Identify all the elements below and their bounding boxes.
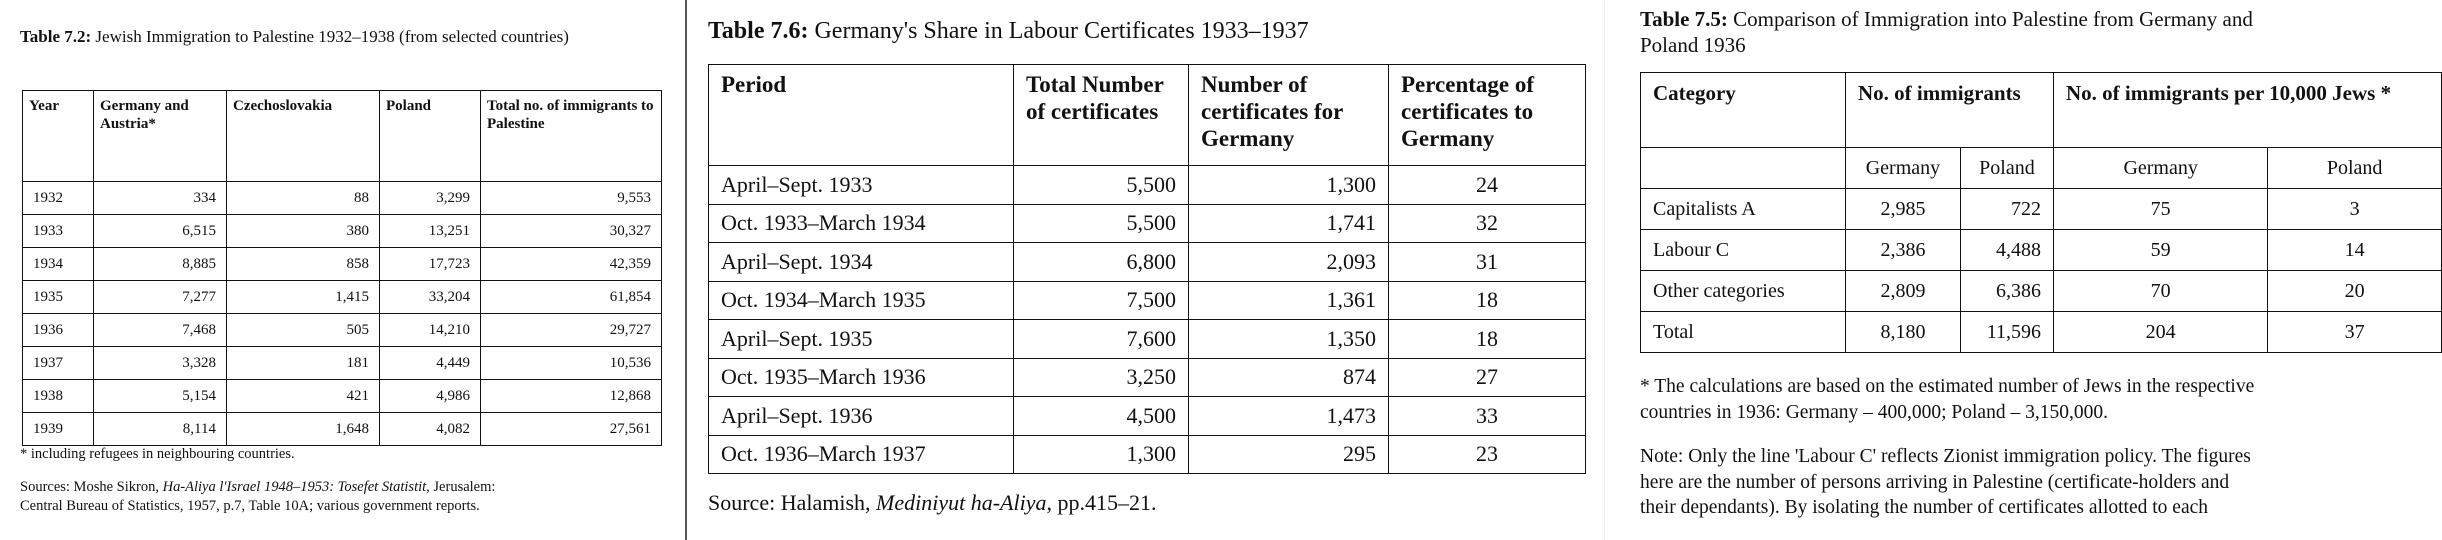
footnote-line-1: * The calculations are based on the estimated number of Jews in the respective xyxy=(1640,376,2255,397)
table-row xyxy=(23,281,662,314)
table-cell: 334 xyxy=(94,182,227,215)
table-cell: 1937 xyxy=(23,347,94,380)
column-header: Poland xyxy=(380,91,481,182)
table-cell: 8,885 xyxy=(94,248,227,281)
column-header: Total no. of immigrants to Palestine xyxy=(481,91,662,182)
table-cell: 1936 xyxy=(23,314,94,347)
table-cell: 4,500 xyxy=(1014,397,1189,436)
table-7-5-panel xyxy=(1624,0,2442,540)
table-cell: 88 xyxy=(227,182,380,215)
table-cell: 1,300 xyxy=(1014,435,1189,474)
table-row xyxy=(709,435,1586,474)
table-row xyxy=(709,204,1586,243)
table-7-5-note xyxy=(1640,444,2251,521)
table-cell: 30,327 xyxy=(481,215,662,248)
table-7-2-sources xyxy=(20,478,680,516)
table-cell: 722 xyxy=(1960,189,2053,230)
source-prefix: Source: Halamish, xyxy=(708,490,877,515)
table-7-2-title: Jewish Immigration to Palestine 1932–1938 (from selected countries) xyxy=(95,27,569,46)
table-cell: Oct. 1933–March 1934 xyxy=(709,204,1014,243)
table-cell: 3,250 xyxy=(1014,358,1189,397)
panel-divider xyxy=(1604,0,1605,540)
table-cell: 3,328 xyxy=(94,347,227,380)
table-row xyxy=(709,243,1586,282)
table-header-row xyxy=(23,91,662,182)
table-7-6-panel xyxy=(688,0,1598,540)
table-row xyxy=(1641,312,2442,353)
footnote-line-2: countries in 1936: Germany – 400,000; Poland – 3,150,000. xyxy=(1640,401,2108,423)
table-cell: 7,277 xyxy=(94,281,227,314)
table-cell: 18 xyxy=(1389,320,1586,359)
table-7-2-label: Table 7.2: xyxy=(20,27,92,46)
table-row xyxy=(709,320,1586,359)
note-line-3: their dependants). By isolating the number of certificates allotted to each xyxy=(1640,497,2209,519)
source-rest: , pp.415–21. xyxy=(1046,490,1157,515)
table-row xyxy=(709,166,1586,205)
table-row xyxy=(23,314,662,347)
table-cell: 204 xyxy=(2054,312,2268,353)
table-cell: 61,854 xyxy=(481,281,662,314)
table-cell: 7,600 xyxy=(1014,320,1189,359)
column-header: No. of immigrants xyxy=(1846,73,2054,148)
table-cell: 29,727 xyxy=(481,314,662,347)
table-cell: 6,515 xyxy=(94,215,227,248)
sources-prefix: Sources: Moshe Sikron, xyxy=(20,479,163,495)
table-cell: 10,536 xyxy=(481,347,662,380)
table-cell: 421 xyxy=(227,380,380,413)
table-cell: 11,596 xyxy=(1960,312,2053,353)
table-cell: 4,488 xyxy=(1960,230,2053,271)
table-7-5-footnote xyxy=(1640,374,2254,425)
table-7-2-panel xyxy=(0,0,684,540)
table-cell: 380 xyxy=(227,215,380,248)
table-cell: 13,251 xyxy=(380,215,481,248)
table-cell: 1935 xyxy=(23,281,94,314)
table-cell: 1939 xyxy=(23,413,94,446)
table-cell: 32 xyxy=(1389,204,1586,243)
sources-rest: , Jerusalem: xyxy=(426,479,496,495)
table-header-row xyxy=(1641,73,2442,148)
table-row xyxy=(1641,230,2442,271)
table-cell: 9,553 xyxy=(481,182,662,215)
table-cell: 874 xyxy=(1189,358,1389,397)
table-row xyxy=(23,413,662,446)
table-row xyxy=(23,380,662,413)
subheader-cell: Germany xyxy=(2054,148,2268,189)
table-cell: Oct. 1936–March 1937 xyxy=(709,435,1014,474)
table-cell: 2,809 xyxy=(1846,271,1961,312)
table-cell: 8,180 xyxy=(1846,312,1961,353)
table-cell: 1,741 xyxy=(1189,204,1389,243)
table-cell: 33 xyxy=(1389,397,1586,436)
table-row xyxy=(23,182,662,215)
subheader-cell: Poland xyxy=(2268,148,2442,189)
sources-title: Ha-Aliya l'Israel 1948–1953: Tosefet Statistit xyxy=(162,479,427,495)
table-cell: 505 xyxy=(227,314,380,347)
source-title: Mediniyut ha-Aliya xyxy=(876,490,1047,515)
table-cell: 181 xyxy=(227,347,380,380)
panel-divider xyxy=(685,0,687,540)
table-cell: 14 xyxy=(2268,230,2442,271)
table-cell: Total xyxy=(1641,312,1846,353)
table-row xyxy=(1641,189,2442,230)
table-7-2-footnote: * including refugees in neighbouring countries. xyxy=(20,446,295,462)
note-line-2: here are the number of persons arriving in Palestine (certificate-holders and xyxy=(1640,471,2230,493)
table-cell: 7,468 xyxy=(94,314,227,347)
table-cell: 27 xyxy=(1389,358,1586,397)
table-cell: 1938 xyxy=(23,380,94,413)
table-cell: 18 xyxy=(1389,281,1586,320)
table-7-5 xyxy=(1640,72,2442,353)
table-row xyxy=(23,347,662,380)
table-cell: 2,093 xyxy=(1189,243,1389,282)
table-cell: Oct. 1935–March 1936 xyxy=(709,358,1014,397)
column-header: Category xyxy=(1641,73,1846,148)
column-header: Number of certificates for Germany xyxy=(1189,65,1389,166)
table-cell: 295 xyxy=(1189,435,1389,474)
table-row xyxy=(709,397,1586,436)
table-cell: April–Sept. 1936 xyxy=(709,397,1014,436)
table-cell: 1,648 xyxy=(227,413,380,446)
table-7-6-source xyxy=(708,488,1156,517)
table-cell: 1,415 xyxy=(227,281,380,314)
column-header: Germany and Austria* xyxy=(94,91,227,182)
table-cell: 4,986 xyxy=(380,380,481,413)
table-cell: 1,473 xyxy=(1189,397,1389,436)
table-cell xyxy=(1641,148,1846,189)
table-7-2-caption xyxy=(20,26,660,47)
table-cell: 33,204 xyxy=(380,281,481,314)
table-7-6 xyxy=(708,64,1586,474)
table-cell: 59 xyxy=(2054,230,2268,271)
table-cell: 1934 xyxy=(23,248,94,281)
table-7-5-caption xyxy=(1640,6,2253,59)
table-7-5-title-line-2: Poland 1936 xyxy=(1640,33,1746,58)
table-cell: 70 xyxy=(2054,271,2268,312)
table-header-row xyxy=(709,65,1586,166)
table-cell: 6,800 xyxy=(1014,243,1189,282)
column-header: Period xyxy=(709,65,1014,166)
table-cell: 37 xyxy=(2268,312,2442,353)
table-cell: 20 xyxy=(2268,271,2442,312)
column-header: Year xyxy=(23,91,94,182)
subheader-cell: Poland xyxy=(1960,148,2053,189)
table-cell: 31 xyxy=(1389,243,1586,282)
table-cell: 42,359 xyxy=(481,248,662,281)
table-cell: 14,210 xyxy=(380,314,481,347)
table-row xyxy=(23,215,662,248)
table-cell: 24 xyxy=(1389,166,1586,205)
table-cell: 1933 xyxy=(23,215,94,248)
table-row xyxy=(709,358,1586,397)
table-cell: 2,386 xyxy=(1846,230,1961,271)
table-cell: 5,500 xyxy=(1014,204,1189,243)
table-7-5-title-line-1: Comparison of Immigration into Palestine from Germany and xyxy=(1733,7,2253,31)
table-cell: Capitalists A xyxy=(1641,189,1846,230)
table-cell: 2,985 xyxy=(1846,189,1961,230)
table-cell: April–Sept. 1935 xyxy=(709,320,1014,359)
table-cell: 1,300 xyxy=(1189,166,1389,205)
note-line-1: Note: Only the line 'Labour C' reflects Zionist immigration policy. The figures xyxy=(1640,446,2251,467)
table-cell: 1932 xyxy=(23,182,94,215)
table-cell: 5,500 xyxy=(1014,166,1189,205)
table-cell: 17,723 xyxy=(380,248,481,281)
table-cell: April–Sept. 1933 xyxy=(709,166,1014,205)
table-row xyxy=(1641,271,2442,312)
table-cell: 6,386 xyxy=(1960,271,2053,312)
table-7-6-caption xyxy=(708,16,1309,46)
table-7-6-label: Table 7.6: xyxy=(708,18,809,44)
table-cell: 3 xyxy=(2268,189,2442,230)
table-cell: 12,868 xyxy=(481,380,662,413)
table-cell: 23 xyxy=(1389,435,1586,474)
table-row xyxy=(709,281,1586,320)
table-cell: 5,154 xyxy=(94,380,227,413)
table-cell: April–Sept. 1934 xyxy=(709,243,1014,282)
table-7-5-label: Table 7.5: xyxy=(1640,7,1728,31)
column-header: Total Number of certificates xyxy=(1014,65,1189,166)
table-cell: 4,082 xyxy=(380,413,481,446)
table-7-6-title: Germany's Share in Labour Certificates 1933–1937 xyxy=(814,18,1309,44)
column-header: Percentage of certificates to Germany xyxy=(1389,65,1586,166)
table-cell: 858 xyxy=(227,248,380,281)
table-row xyxy=(23,248,662,281)
table-cell: 8,114 xyxy=(94,413,227,446)
table-cell: Labour C xyxy=(1641,230,1846,271)
column-header: No. of immigrants per 10,000 Jews * xyxy=(2054,73,2442,148)
table-cell: 75 xyxy=(2054,189,2268,230)
table-cell: 27,561 xyxy=(481,413,662,446)
table-cell: 1,350 xyxy=(1189,320,1389,359)
table-cell: 4,449 xyxy=(380,347,481,380)
table-subheader-row xyxy=(1641,148,2442,189)
column-header: Czechoslovakia xyxy=(227,91,380,182)
table-7-2 xyxy=(22,90,662,446)
table-cell: Oct. 1934–March 1935 xyxy=(709,281,1014,320)
table-cell: 3,299 xyxy=(380,182,481,215)
table-cell: 1,361 xyxy=(1189,281,1389,320)
table-cell: 7,500 xyxy=(1014,281,1189,320)
table-cell: Other categories xyxy=(1641,271,1846,312)
subheader-cell: Germany xyxy=(1846,148,1961,189)
sources-line-2: Central Bureau of Statistics, 1957, p.7, Table 10A; various government reports. xyxy=(20,498,480,515)
